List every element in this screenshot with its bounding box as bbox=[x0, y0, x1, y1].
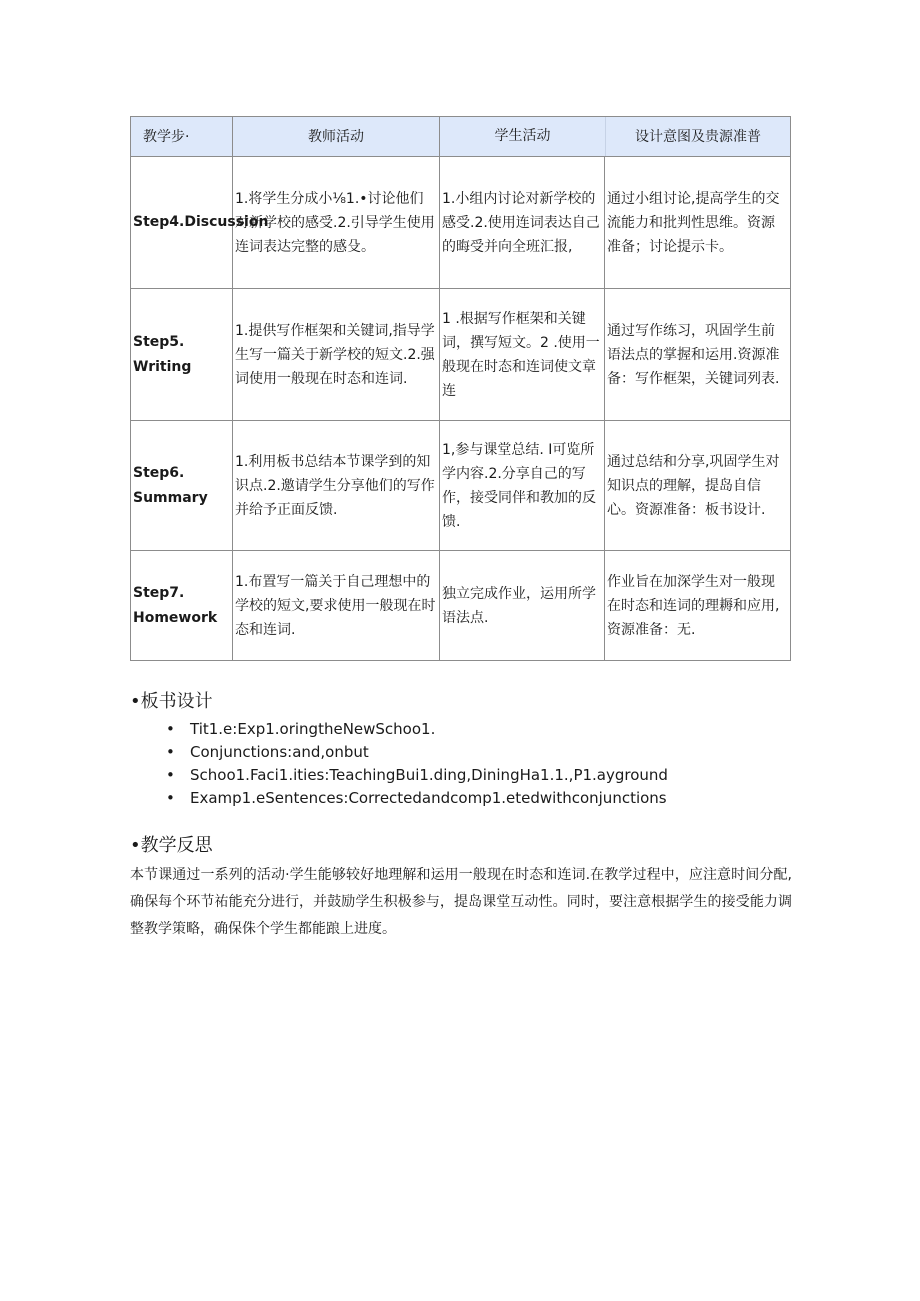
list-item bbox=[130, 718, 668, 741]
list-item-text: Examp1.eSentences:Correctedandcomp1.etedwithconjunctions bbox=[190, 789, 667, 807]
step-cell: Step4.Discussion bbox=[131, 157, 233, 289]
design-intent-cell: 通过总结和分享,巩固学生对知识点的理解，提岛自信心。资源准备：板书设计. bbox=[605, 421, 791, 551]
student-activity-cell: 独立完成作业，运用所学语法点. bbox=[440, 551, 605, 661]
student-activity-cell: 1.小组内讨论对新学校的感受.2.使用连词表达自己的晦受并向全班汇报, bbox=[440, 157, 605, 289]
design-intent-cell: 通过小组讨论,提高学生的交流能力和批判性思维。资源准备；讨论提示卡。 bbox=[605, 157, 791, 289]
bullet-icon: • bbox=[166, 720, 175, 738]
design-intent-cell: 作业旨在加深学生对一般现在时态和连词的理耨和应用,资源准备：无. bbox=[605, 551, 791, 661]
table-row bbox=[131, 551, 791, 661]
header-step: 教学步· bbox=[131, 117, 233, 157]
teacher-activity-cell: 1.布置写一篇关于自己理想中的学校的短文,要求使用一般现在时态和连词. bbox=[233, 551, 440, 661]
step-cell: Step7. Homework bbox=[131, 551, 233, 661]
header-student-activity: 学生活动 bbox=[440, 117, 606, 156]
design-intent-cell: 通过写作练习，巩固学生前语法点的掌握和运用.资源准备：写作框架，关键词列表. bbox=[605, 289, 791, 421]
header-student-design bbox=[440, 117, 791, 157]
list-item bbox=[130, 741, 668, 764]
table-row bbox=[131, 157, 791, 289]
board-design-list bbox=[130, 718, 668, 810]
list-item-text: Tit1.e:Exp1.oringtheNewSchoo1. bbox=[190, 720, 436, 738]
student-activity-cell: 1,参与课堂总结. I可览所学内容.2.分享自己的写作，接受同伴和教加的反馈. bbox=[440, 421, 605, 551]
table-row bbox=[131, 289, 791, 421]
teacher-activity-cell: 1.利用板书总结本节课学到的知识点.2.邀请学生分享他们的写作并给予正面反馈. bbox=[233, 421, 440, 551]
bullet-icon: • bbox=[166, 743, 175, 761]
reflection-heading: •教学反思 bbox=[130, 835, 213, 856]
list-item bbox=[130, 787, 668, 810]
list-item-text: Schoo1.Faci1.ities:TeachingBui1.ding,DiningHa1.1.,P1.ayground bbox=[190, 766, 668, 784]
step-cell: Step6. Summary bbox=[131, 421, 233, 551]
header-teacher-activity: 教师活动 bbox=[233, 117, 440, 157]
board-design-heading: •板书设计 bbox=[130, 691, 213, 712]
table-header-row bbox=[131, 117, 791, 157]
reflection-paragraph: 本节课通过一系列的活动·学生能够较好地理解和运用一般现在时态和连词.在教学过程中，应注意时间分配,确保每个环节祐能充分进行，并鼓励学生积极参与，提岛课堂互动性。同时，要注意根据学生的接受能力调整教学策略，确保侏个学生都能踉上进度。 bbox=[130, 867, 792, 937]
teacher-activity-cell: 1.将学生分成小⅛1.•讨论他们对新学校的感受.2.引导学生使用连词表达完整的感殳。 bbox=[233, 157, 440, 289]
list-item bbox=[130, 764, 668, 787]
bullet-icon: • bbox=[166, 766, 175, 784]
header-design-intent: 设计意图及贵源准普 bbox=[635, 128, 761, 145]
student-activity-cell: 1 .根据写作框架和关键词，撰写短文。2 .使用一般现在时态和连词使文章连 bbox=[440, 289, 605, 421]
bullet-icon: • bbox=[166, 789, 175, 807]
lesson-plan-table bbox=[130, 116, 791, 661]
teacher-activity-cell: 1.提供写作框架和关键词,指导学生写一篇关于新学校的短文.2.强词使用一般现在时态和连词. bbox=[233, 289, 440, 421]
table-row bbox=[131, 421, 791, 551]
list-item-text: Conjunctions:and,onbut bbox=[190, 743, 369, 761]
step-cell: Step5. Writing bbox=[131, 289, 233, 421]
